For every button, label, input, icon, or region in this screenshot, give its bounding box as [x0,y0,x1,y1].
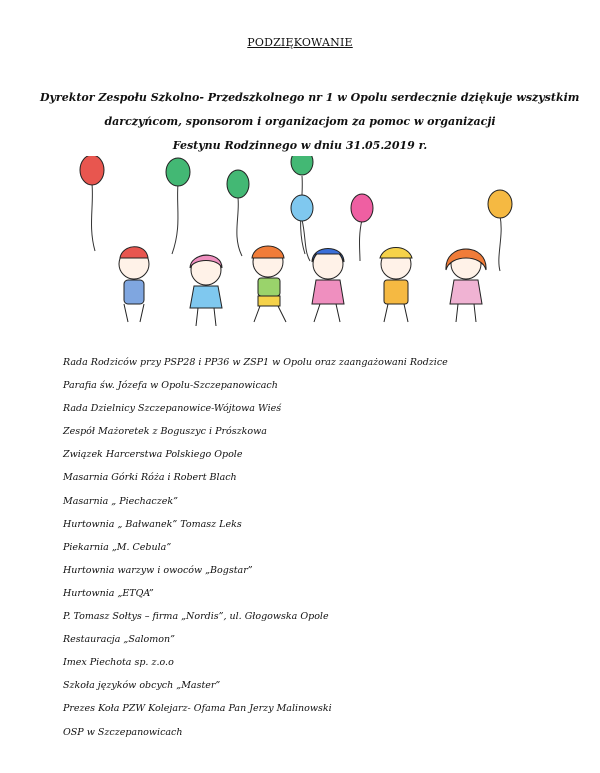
list-item: Piekarnia „M. Cebula” [63,541,172,553]
balloon-icon [488,190,512,218]
intro-line: darczyńcom, sponsorom i organizacjom za pomoc w organizacji [104,115,496,128]
child-figure [380,248,412,323]
sponsor-list [63,356,448,749]
child-figure [446,249,486,322]
list-item: P. Tomasz Sołtys – firma „Nordis”, ul. Głogowska Opole [63,611,329,623]
list-item: OSP w Szczepanowicach [63,726,183,738]
list-item: Masarnia „ Piechaczek” [63,495,178,507]
list-item: Rada Rodziców przy PSP28 i PP36 w ZSP1 w Opolu oraz zaangażowani Rodzice [63,357,448,368]
balloon-icon [291,156,313,175]
children [119,246,486,326]
list-item: Szkoła języków obcych „Master” [63,680,221,692]
balloon-icon [351,194,373,222]
child-figure [190,255,222,326]
intro-line: Festynu Rodzinnego w dniu 31.05.2019 r. [172,139,428,152]
page-title: PODZIĘKOWANIE [247,36,353,49]
list-item: Hurtownia warzyw i owoców „Bogstar” [63,564,253,576]
list-item: Hurtownia „ETQA” [63,587,154,599]
intro-paragraph [40,86,580,158]
balloon-icon [80,156,104,185]
child-figure [312,249,344,323]
list-item: Związek Harcerstwa Polskiego Opole [63,449,243,461]
balloon-icon [227,170,249,198]
list-item: Rada Dzielnicy Szczepanowice-Wójtowa Wieś [63,403,282,415]
balloon-strings [91,176,501,271]
child-figure [119,247,149,322]
list-item: Parafia św. Józefa w Opolu-Szczepanowicach [63,380,278,392]
child-figure [252,246,286,322]
balloons [80,156,512,222]
balloon-icon [166,158,190,186]
balloon-icon [291,195,313,221]
intro-line: Dyrektor Zespołu Szkolno- Przedszkolnego nr 1 w Opolu serdecznie dziękuje wszystkim [40,91,580,104]
list-item: Masarnia Górki Róża i Robert Blach [63,472,237,484]
list-item: Hurtownia „ Bałwanek” Tomasz Leks [63,518,242,530]
children-with-balloons-illustration [60,156,540,336]
list-item: Zespół Mażoretek z Boguszyc i Prószkowa [63,426,267,438]
list-item: Prezes Koła PZW Kolejarz- Ofama Pan Jerzy Malinowski [63,703,332,715]
list-item: Imex Piechota sp. z.o.o [63,657,174,669]
list-item: Restauracja „Salomon” [63,634,175,646]
